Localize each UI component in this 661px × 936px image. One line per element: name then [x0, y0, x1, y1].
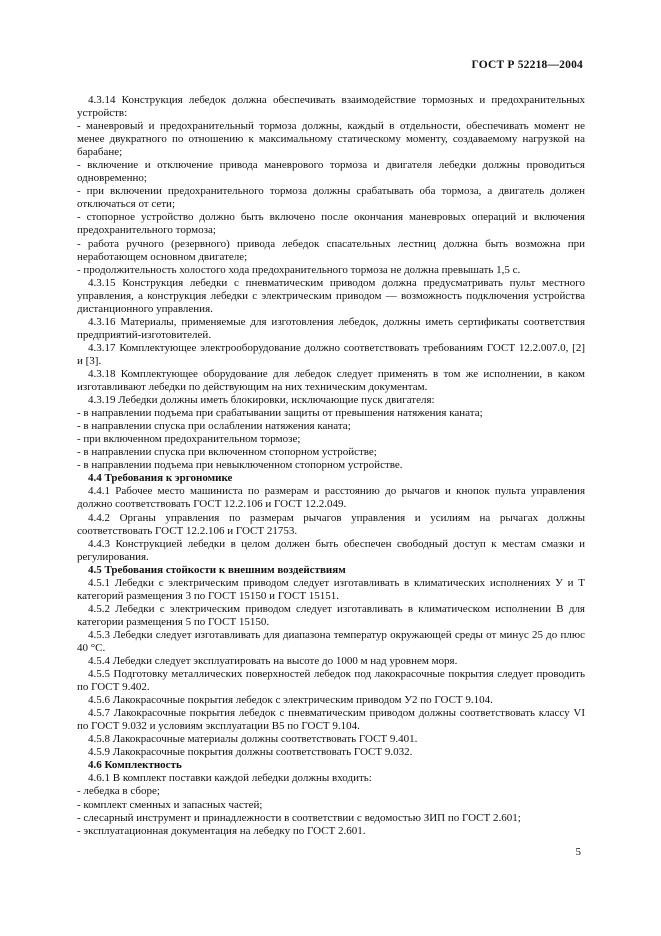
- paragraph: 4.5.6 Лакокрасочные покрытия лебедок с электрическим приводом У2 по ГОСТ 9.104.: [88, 694, 493, 707]
- list-item: - маневровый и предохранительный тормоза должны, каждый в отдельности, обеспечивать момент не менее двукратного по отношению к максимальному статическому моменту, создаваемому нагрузкой на барабане;: [77, 120, 585, 159]
- list-item: - в направлении подъема при срабатывании защиты от превышения натяжения каната;: [77, 407, 483, 420]
- paragraph: 4.3.17 Комплектующее электрооборудование должно соответствовать требованиям ГОСТ 12.2.007.0, [2] и [3].: [77, 341, 585, 367]
- document-header: ГОСТ Р 52218—2004: [471, 59, 583, 71]
- list-item: - комплект сменных и запасных частей;: [77, 798, 263, 811]
- paragraph: 4.6.1 В комплект поставки каждой лебедки должны входить:: [88, 772, 372, 785]
- section-heading: 4.6 Комплектность: [88, 759, 182, 772]
- paragraph: 4.4.1 Рабочее место машиниста по размерам и расстоянию до рычагов и кнопок пульта управления должно соответствовать ГОСТ 12.2.106 и ГОСТ 12.2.049.: [77, 485, 585, 511]
- list-item: - слесарный инструмент и принадлежности в соответствии с ведомостью ЗИП по ГОСТ 2.601;: [77, 811, 521, 824]
- list-item: - включение и отключение привода маневрового тормоза и двигателя лебедки должны проводиться одновременно;: [77, 159, 585, 185]
- paragraph: 4.5.1 Лебедки с электрическим приводом следует изготавливать в климатических исполнениях У и Т категорий размещения 3 по ГОСТ 15150 и ГОСТ 15151.: [77, 576, 585, 602]
- list-item: - в направлении спуска при ослаблении натяжения каната;: [77, 420, 351, 433]
- paragraph: 4.5.8 Лакокрасочные материалы должны соответствовать ГОСТ 9.401.: [88, 733, 418, 746]
- document-body: [77, 94, 585, 838]
- section-heading: 4.5 Требования стойкости к внешним воздействиям: [88, 563, 346, 576]
- list-item: - стопорное устройство должно быть включено после окончания маневровых операций и включения предохранительного тормоза;: [77, 211, 585, 237]
- page-number: 5: [575, 846, 581, 858]
- paragraph: 4.5.7 Лакокрасочные покрытия лебедок с пневматическим приводом должны соответствовать классу VI по ГОСТ 9.032 и условиям эксплуатации В5 по ГОСТ 9.104.: [77, 707, 585, 733]
- paragraph: 4.3.18 Комплектующее оборудование для лебедок следует применять в том же исполнении, в каком изготавливают лебедки по действующим на них техническим документам.: [77, 367, 585, 394]
- list-item: - работа ручного (резервного) привода лебедок спасательных лестниц должна быть возможна при неработающем основном двигателе;: [77, 237, 585, 263]
- paragraph: 4.3.16 Материалы, применяемые для изготовления лебедок, должны иметь сертификаты соответствия предприятий-изготовителей.: [77, 315, 585, 341]
- list-item: - при включенном предохранительном тормозе;: [77, 433, 301, 446]
- list-item: - эксплуатационная документация на лебедку по ГОСТ 2.601.: [77, 824, 366, 837]
- list-item: - в направлении спуска при включенном стопорном устройстве;: [77, 446, 377, 459]
- paragraph: 4.3.15 Конструкция лебедки с пневматическим приводом должна предусматривать пульт местного управления, а конструкция лебедки с электрическим приводом — возможность подключения устройства дистанционного управления.: [77, 276, 585, 315]
- paragraph: 4.5.9 Лакокрасочные покрытия должны соответствовать ГОСТ 9.032.: [88, 746, 413, 759]
- paragraph: 4.5.2 Лебедки с электрическим приводом следует изготавливать в климатическом исполнении В для категории размещения 5 по ГОСТ 15150.: [77, 602, 585, 628]
- paragraph: 4.4.3 Конструкцией лебедки в целом должен быть обеспечен свободный доступ к местам смазки и регулирования.: [77, 537, 585, 563]
- paragraph: 4.3.19 Лебедки должны иметь блокировки, исключающие пуск двигателя:: [88, 394, 435, 407]
- section-heading: 4.4 Требования к эргономике: [88, 472, 233, 485]
- paragraph: 4.5.4 Лебедки следует эксплуатировать на высоте до 1000 м над уровнем моря.: [88, 655, 458, 668]
- paragraph: 4.5.3 Лебедки следует изготавливать для диапазона температур окружающей среды от минус 25 до плюс 40 °С.: [77, 628, 585, 654]
- list-item: - лебедка в сборе;: [77, 785, 160, 798]
- paragraph: 4.3.14 Конструкция лебедок должна обеспечивать взаимодействие тормозных и предохранительных устройств:: [77, 94, 585, 120]
- paragraph: 4.4.2 Органы управления по размерам рычагов управления и усилиям на рычагах должны соответствовать ГОСТ 12.2.106 и ГОСТ 21753.: [77, 511, 585, 537]
- paragraph: 4.5.5 Подготовку металлических поверхностей лебедок под лакокрасочные покрытия следует проводить по ГОСТ 9.402.: [77, 668, 585, 694]
- list-item: - при включении предохранительного тормоза должны срабатывать оба тормоза, а двигатель должен отключаться от сети;: [77, 185, 585, 211]
- list-item: - в направлении подъема при невыключенном стопорном устройстве.: [77, 459, 403, 472]
- list-item: - продолжительность холостого хода предохранительного тормоза не должна превышать 1,5 с.: [77, 263, 521, 276]
